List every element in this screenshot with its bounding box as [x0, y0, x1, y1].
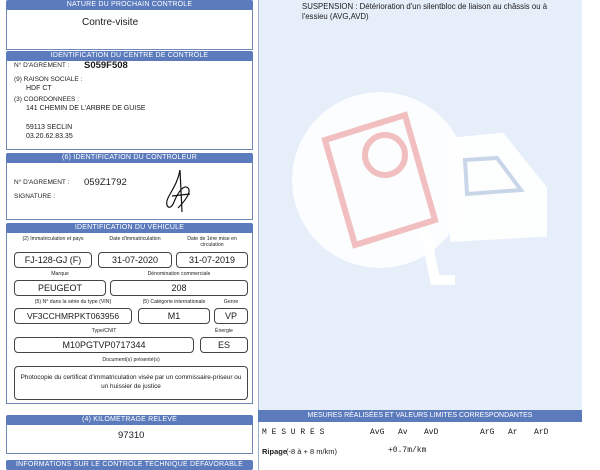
immat-label: (2) Immatriculation et pays — [22, 236, 84, 242]
col-ar: Ar — [508, 428, 518, 437]
marque-label: Marque — [51, 271, 69, 277]
mesures-header: MESURES RÉALISÉES ET VALEURS LIMITES CORRESPONDANTES — [258, 410, 582, 422]
vin-value: VF3CCHMRPKT063956 — [14, 308, 132, 324]
categorie-label: (5) Catégorie internationale — [142, 299, 206, 305]
centre-raison-label: (9) RAISON SOCIALE : — [14, 76, 83, 83]
docs-label: Document(s) présenté(s) — [102, 357, 160, 363]
col-avd: AvD — [424, 428, 439, 437]
type-value: M10PGTVP0717344 — [14, 337, 194, 353]
mesures-label: M E S U R E S — [262, 428, 325, 437]
kilometrage-value: 97310 — [118, 430, 145, 441]
denomination-label: Dénomination commerciale — [147, 271, 211, 277]
centre-phone: 03.20.62.83.35 — [26, 133, 73, 140]
vehicule-header: IDENTIFICATION DU VÉHICULE — [6, 223, 253, 233]
informations-header: INFORMATIONS SUR LE CONTRÔLE TECHNIQUE DÉFAVORABLE — [6, 460, 253, 470]
col-arg: ArG — [480, 428, 495, 437]
prochain-controle-value: Contre-visite — [82, 17, 139, 28]
ripage-label: Ripage — [262, 447, 288, 456]
centre-header: IDENTIFICATION DU CENTRE DE CONTRÔLE — [6, 51, 253, 61]
kilometrage-header: (4) KILOMÉTRAGE RELEVÉ — [6, 415, 253, 425]
ripage-limits: (-8 à + 8 m/km) — [286, 447, 338, 456]
marque-value: PEUGEOT — [14, 280, 106, 296]
centre-address-line2: 59113 SECLIN — [26, 124, 73, 131]
controleur-agrement-value: 059Z1792 — [84, 177, 127, 188]
genre-label: Genre — [223, 299, 239, 305]
ripage-value: +0.7m/km — [388, 446, 427, 455]
signature-scribble — [158, 168, 198, 216]
col-avg: AvG — [370, 428, 385, 437]
date-first-value: 31-07-2019 — [176, 252, 248, 268]
docs-value: Photocopie du certificat d'immatriculation visée par un commissaire-priseur ou un huissier de justice — [14, 366, 248, 400]
controleur-panel — [6, 156, 253, 220]
centre-raison-value: HDF CT — [26, 85, 52, 92]
controleur-signature-label: SIGNATURE : — [14, 193, 56, 200]
car-inspection-watermark-icon — [285, 70, 555, 300]
immat-value: FJ-128-GJ (F) — [14, 252, 92, 268]
date-first-label: Date de 1ère mise en circulation — [187, 236, 237, 248]
centre-address-line1: 141 CHEMIN DE L'ARBRE DE GUISE — [26, 105, 146, 112]
controleur-header: (6) IDENTIFICATION DU CONTRÔLEUR — [6, 153, 253, 163]
energie-value: ES — [200, 337, 248, 353]
energie-label: Énergie — [215, 328, 233, 334]
col-av: Av — [398, 428, 408, 437]
col-ard: ArD — [534, 428, 549, 437]
prochain-controle-header: NATURE DU PROCHAIN CONTRÔLE — [6, 0, 253, 10]
genre-value: VP — [214, 308, 248, 324]
centre-agrement-value: S059F508 — [84, 60, 128, 71]
suspension-text: SUSPENSION : Détérioration d'un silentbloc de liaison au châssis ou à l'essieu (AVG,AVD) — [302, 2, 548, 21]
type-label: Type/CNIT — [91, 328, 117, 334]
centre-coord-label: (3) COORDONNEES : — [14, 96, 80, 103]
denomination-value: 208 — [110, 280, 248, 296]
controleur-agrement-label: N° D'AGREMENT : — [14, 179, 70, 186]
vin-label: (5) N° dans la série du type (VIN) — [34, 299, 112, 305]
categorie-value: M1 — [138, 308, 210, 324]
centre-agrement-label: N° D'AGREMENT : — [14, 62, 70, 69]
date-immat-value: 31-07-2020 — [98, 252, 172, 268]
date-immat-label: Date d'immatriculation — [109, 236, 161, 242]
